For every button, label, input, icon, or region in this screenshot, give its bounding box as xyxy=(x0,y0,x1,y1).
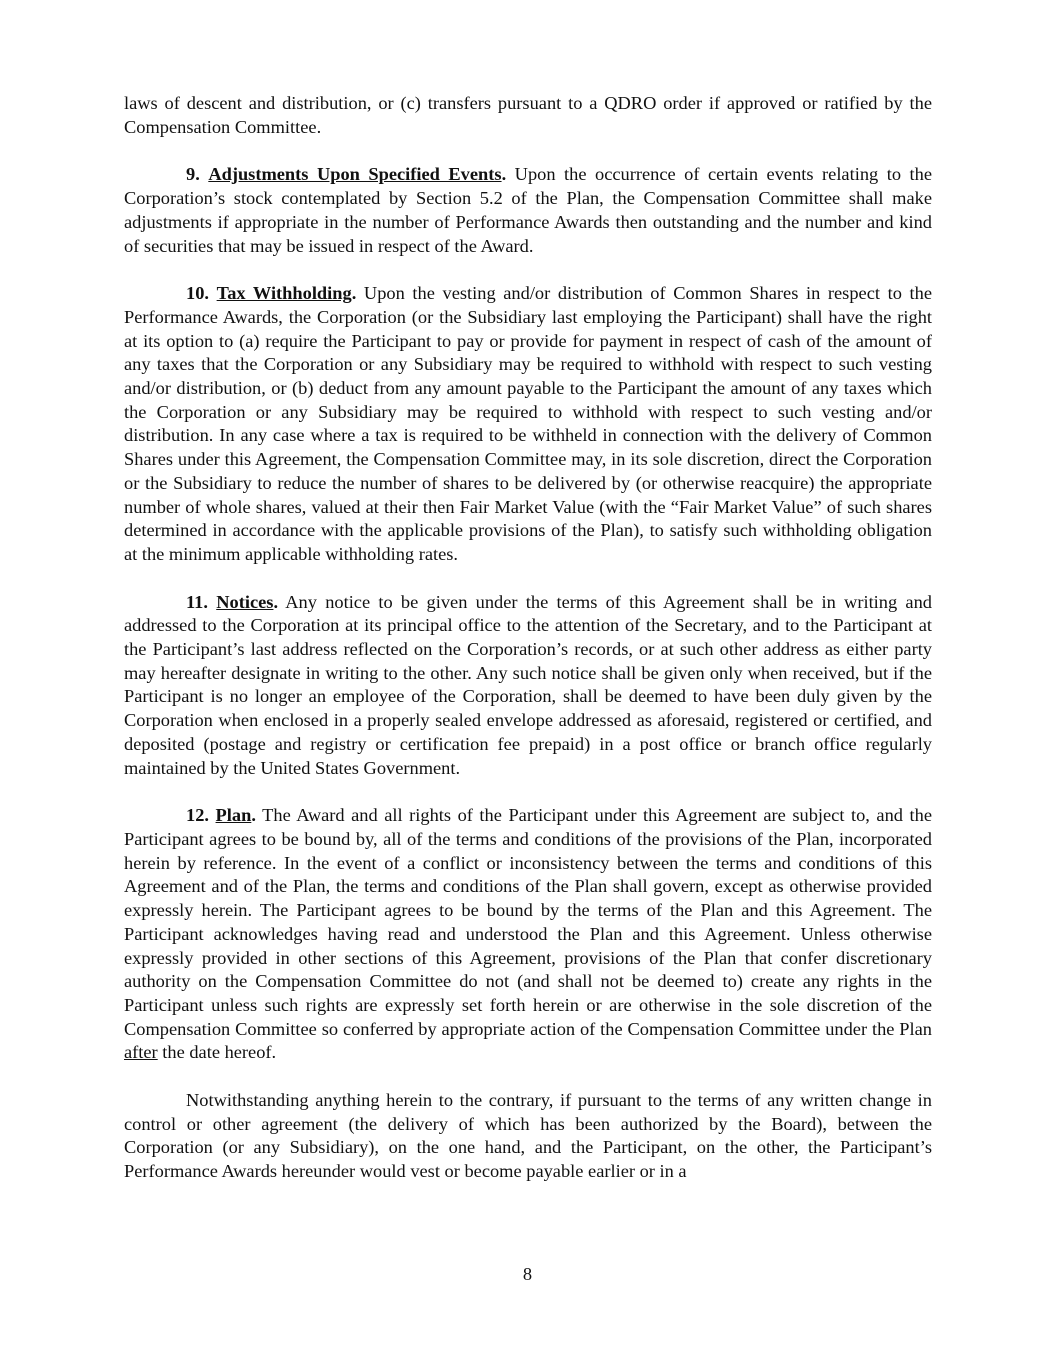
section-title: Tax Withholding xyxy=(216,283,352,304)
section-title-period: . xyxy=(501,164,507,185)
page-number: 8 xyxy=(522,1264,533,1284)
underlined-word: after xyxy=(124,1042,158,1063)
section-title: Adjustments Upon Specified Events xyxy=(208,164,502,185)
section-10-tax-withholding xyxy=(124,282,932,566)
section-12-plan xyxy=(124,804,932,1065)
section-body: Upon the vesting and/or distribution of Common Shares in respect to the Performance Awards, the Corporation (or the Subsidiary last employing the Participant) shall have the right at its option to (a) require the Participant to pay or provide for payment in respect of cash of the amount of any taxes that the Corporation or any Subsidiary may be required to withhold with respect to such vesting and/or distribution, or (b) deduct from any amount payable to the Participant the amount of any taxes which the Corporation or any Subsidiary may be required to withhold with respect to such vesting and/or distribution. In any case where a tax is required to be withheld in connection with the delivery of Common Shares under this Agreement, the Compensation Committee may, in its sole discretion, direct the Corporation or the Subsidiary to reduce the number of shares to be delivered by (or otherwise reacquire) the appropriate number of whole shares, valued at their then Fair Market Value (with the “Fair Market Value” of such shares determined in accordance with the applicable provisions of the Plan), to satisfy such withholding obligation at the minimum applicable withholding rates. xyxy=(124,283,932,564)
section-number: 9. xyxy=(186,164,200,185)
section-body: Upon the occurrence of certain events relating to the Corporation’s stock contemplated by Section 5.2 of the Plan, the Compensation Committee shall make adjustments if appropriate in the number of Performance Awards then outstanding and the number and kind of securities that may be issued in respect of the Award. xyxy=(124,164,932,256)
section-body-end: the date hereof. xyxy=(157,1042,277,1063)
continuation-paragraph: laws of descent and distribution, or (c) transfers pursuant to a QDRO order if approved or ratified by the Compensation Committee. xyxy=(124,93,932,137)
section-number: 11. xyxy=(186,591,208,612)
section-number: 12. xyxy=(186,805,209,826)
section-title-period: . xyxy=(251,805,256,826)
section-body: Any notice to be given under the terms of this Agreement shall be in writing and addressed to the Corporation at its principal office to the attention of the Secretary, and to the Participant at the Participant’s last address reflected on the Corporation’s records, or at such other address as either party may hereafter designate in writing to the other. Any such notice shall be given only when received, but if the Participant is no longer an employee of the Corporation, shall be deemed to have been duly given by the Corporation when enclosed in a properly sealed envelope addressed as aforesaid, registered or certified, and deposited (postage and registry or certification fee prepaid) in a post office or branch office regularly maintained by the United States Government. xyxy=(124,591,932,778)
section-title-period: . xyxy=(273,591,279,612)
section-title-period: . xyxy=(351,283,357,304)
section-title: Notices xyxy=(216,591,274,612)
section-number: 10. xyxy=(186,283,209,304)
final-paragraph: Notwithstanding anything herein to the contrary, if pursuant to the terms of any written change in control or other agreement (the delivery of which has been authorized by the Board), between the Corporation (or any Subsidiary), on the one hand, and the Participant, on the other, the Participant’s Performance Awards hereunder would vest or become payable earlier or in a xyxy=(124,1090,932,1182)
section-9-adjustments xyxy=(124,163,932,258)
section-title: Plan xyxy=(215,805,252,826)
section-body: The Award and all rights of the Participant under this Agreement are subject to, and the Participant agrees to be bound by, all of the terms and conditions of the provisions of the Plan, incorporated herein by reference. In the event of a conflict or inconsistency between the terms and conditions of this Agreement and of the Plan, the terms and conditions of the Plan shall govern, except as otherwise provided expressly herein. The Participant agrees to be bound by the terms of the Plan and this Agreement. The Participant acknowledges having read and understood the Plan and this Agreement. Unless otherwise expressly provided in other sections of this Agreement, provisions of the Plan that confer discretionary authority on the Compensation Committee do not (and shall not be deemed to) create any rights in the Participant unless such rights are expressly set forth herein or are otherwise in the sole discretion of the Compensation Committee so conferred by appropriate action of the Compensation Committee under the Plan xyxy=(124,805,932,1039)
document-body xyxy=(124,92,932,1208)
section-11-notices xyxy=(124,591,932,781)
